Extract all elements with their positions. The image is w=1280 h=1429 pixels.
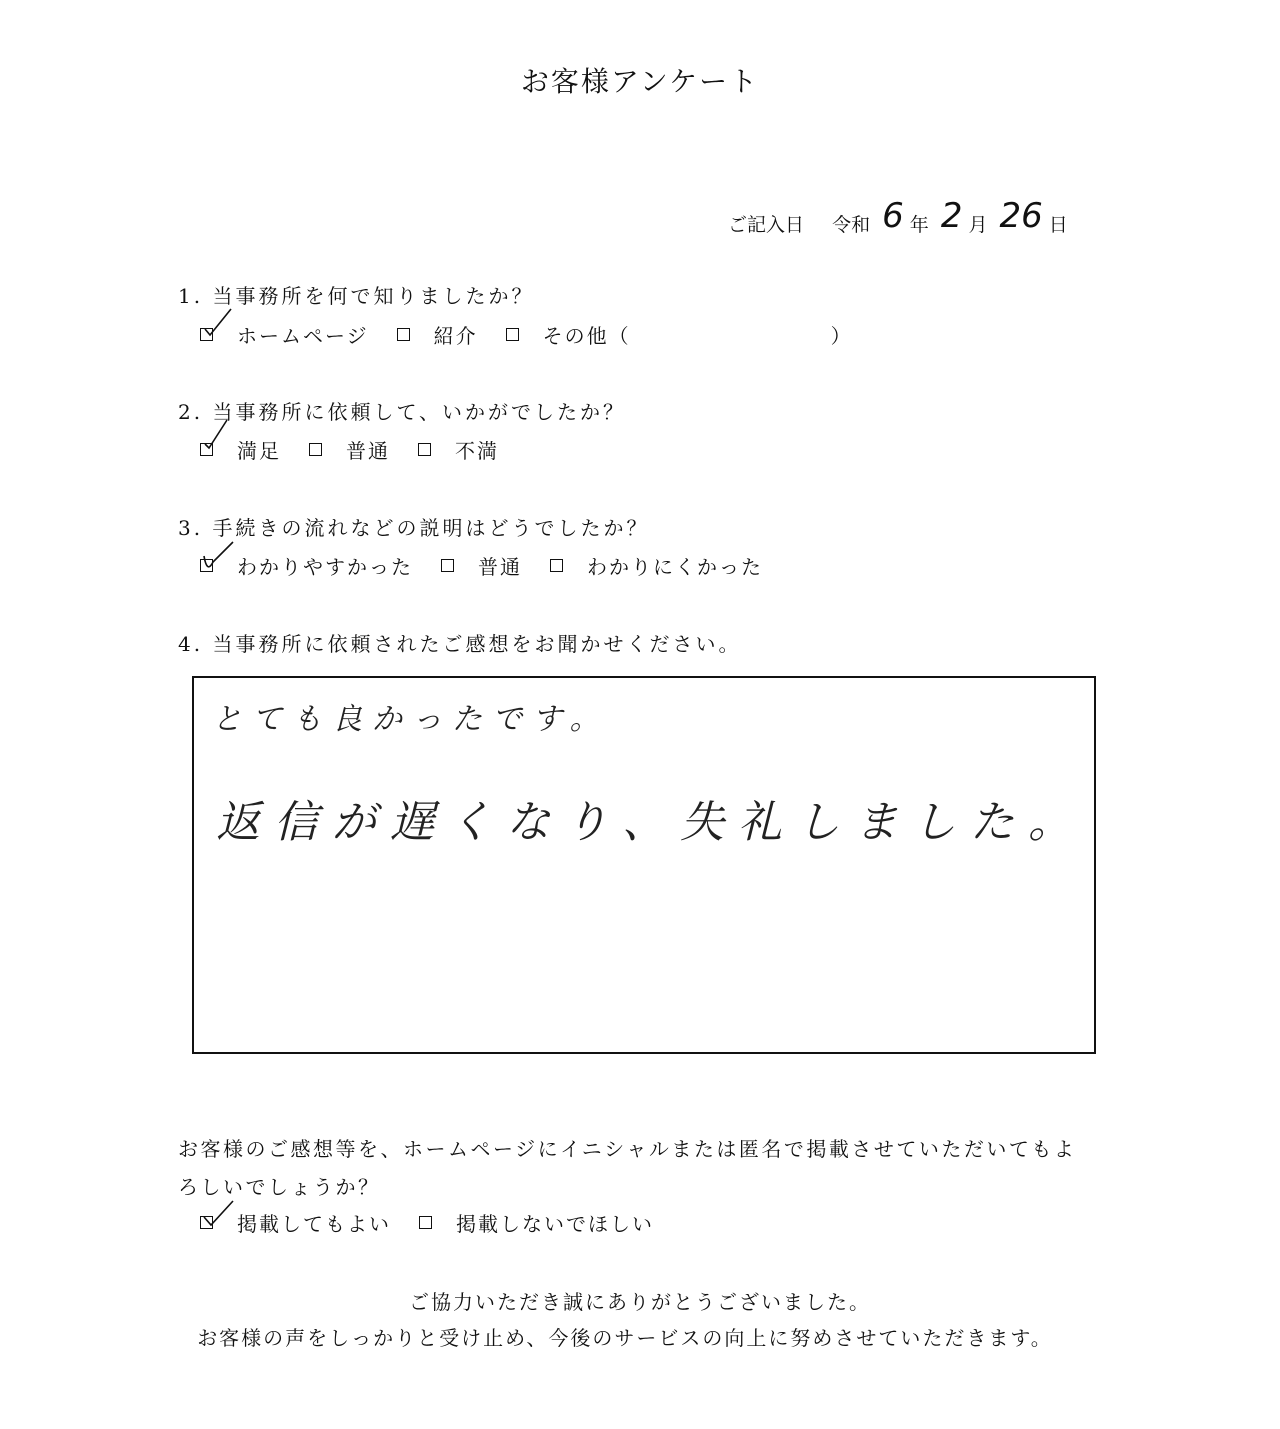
checkbox[interactable] xyxy=(419,1216,432,1229)
option-label: 紹介 xyxy=(433,324,478,348)
question-1 xyxy=(178,280,534,309)
date-line xyxy=(728,196,1068,240)
option-label: その他（ xyxy=(542,324,631,348)
question-number: 2. xyxy=(178,400,204,424)
free-comment-box[interactable] xyxy=(192,676,1096,1054)
checkbox[interactable] xyxy=(397,328,410,341)
option-label: わかりにくかった xyxy=(587,555,763,579)
option-publish-no[interactable] xyxy=(419,1208,654,1237)
checkmark-icon xyxy=(203,546,233,576)
option-label: 普通 xyxy=(346,439,390,463)
option-dissatisfied[interactable] xyxy=(418,435,499,464)
question-3 xyxy=(178,512,649,541)
closing-thanks: ご協力いただき誠にありがとうございました。 xyxy=(409,1290,871,1314)
question-1-options xyxy=(200,320,881,349)
option-label: 掲載しないでほしい xyxy=(456,1212,654,1236)
survey-title: お客様アンケート xyxy=(520,65,760,98)
option-easy[interactable] xyxy=(200,551,413,580)
closing-message: お客様の声をしっかりと受け止め、今後のサービスの向上に努めさせていただきます。 xyxy=(197,1326,1053,1350)
option-label: わかりやすかった xyxy=(237,555,413,579)
question-text: 当事務所に依頼して、いかがでしたか？ xyxy=(212,400,627,424)
question-number: 4. xyxy=(178,632,204,656)
date-label: ご記入日 xyxy=(728,214,805,236)
option-referral[interactable] xyxy=(397,320,478,349)
date-day-handwritten[interactable]: 26 xyxy=(999,196,1043,236)
option-normal[interactable] xyxy=(309,435,390,464)
date-month-handwritten[interactable]: 2 xyxy=(940,196,963,236)
option-label: 満足 xyxy=(237,439,281,463)
option-label: ホームページ xyxy=(237,324,369,348)
question-4 xyxy=(178,628,741,657)
handwritten-answer-line-1: とても良かったです。 xyxy=(212,702,610,737)
checkmark-icon xyxy=(203,430,233,460)
date-day-unit: 日 xyxy=(1048,214,1068,236)
question-text: 手続きの流れなどの説明はどうでしたか？ xyxy=(212,516,650,540)
date-year-handwritten[interactable]: 6 xyxy=(882,196,904,236)
checkbox-checked[interactable] xyxy=(200,328,213,341)
handwritten-answer-line-2: 返信が遅くなり、失礼しました。 xyxy=(216,797,1086,848)
option-normal[interactable] xyxy=(441,551,522,580)
question-number: 1. xyxy=(178,284,204,308)
question-text: 当事務所を何で知りましたか？ xyxy=(212,284,535,308)
date-year-unit: 年 xyxy=(909,214,929,236)
checkbox[interactable] xyxy=(418,443,431,456)
consent-options xyxy=(200,1208,682,1237)
question-3-options xyxy=(200,551,791,580)
checkbox[interactable] xyxy=(309,443,322,456)
date-month-unit: 月 xyxy=(968,214,988,236)
option-homepage[interactable] xyxy=(200,320,369,349)
question-2 xyxy=(178,396,626,425)
checkmark-icon xyxy=(203,1203,233,1233)
publication-consent-question: お客様のご感想等を、ホームページにイニシャルまたは匿名で掲載させていただいてもよろしいでしょうか？ xyxy=(178,1137,1077,1199)
checkbox-checked[interactable] xyxy=(200,1216,213,1229)
option-paren-close: ） xyxy=(830,324,853,348)
option-publish-ok[interactable] xyxy=(200,1208,391,1237)
checkbox-checked[interactable] xyxy=(200,443,213,456)
checkbox[interactable] xyxy=(506,328,519,341)
checkbox[interactable] xyxy=(550,559,563,572)
option-label: 不満 xyxy=(455,439,499,463)
option-hard[interactable] xyxy=(550,551,763,580)
question-text: 当事務所に依頼されたご感想をお聞かせください。 xyxy=(212,632,742,656)
option-other[interactable] xyxy=(506,320,853,349)
checkbox[interactable] xyxy=(441,559,454,572)
question-number: 3. xyxy=(178,516,204,540)
date-era: 令和 xyxy=(832,214,871,236)
option-label: 普通 xyxy=(478,555,522,579)
checkmark-icon xyxy=(203,315,233,345)
option-label: 掲載してもよい xyxy=(237,1212,391,1236)
option-satisfied[interactable] xyxy=(200,435,281,464)
checkbox-checked[interactable] xyxy=(200,559,213,572)
question-2-options xyxy=(200,435,527,464)
